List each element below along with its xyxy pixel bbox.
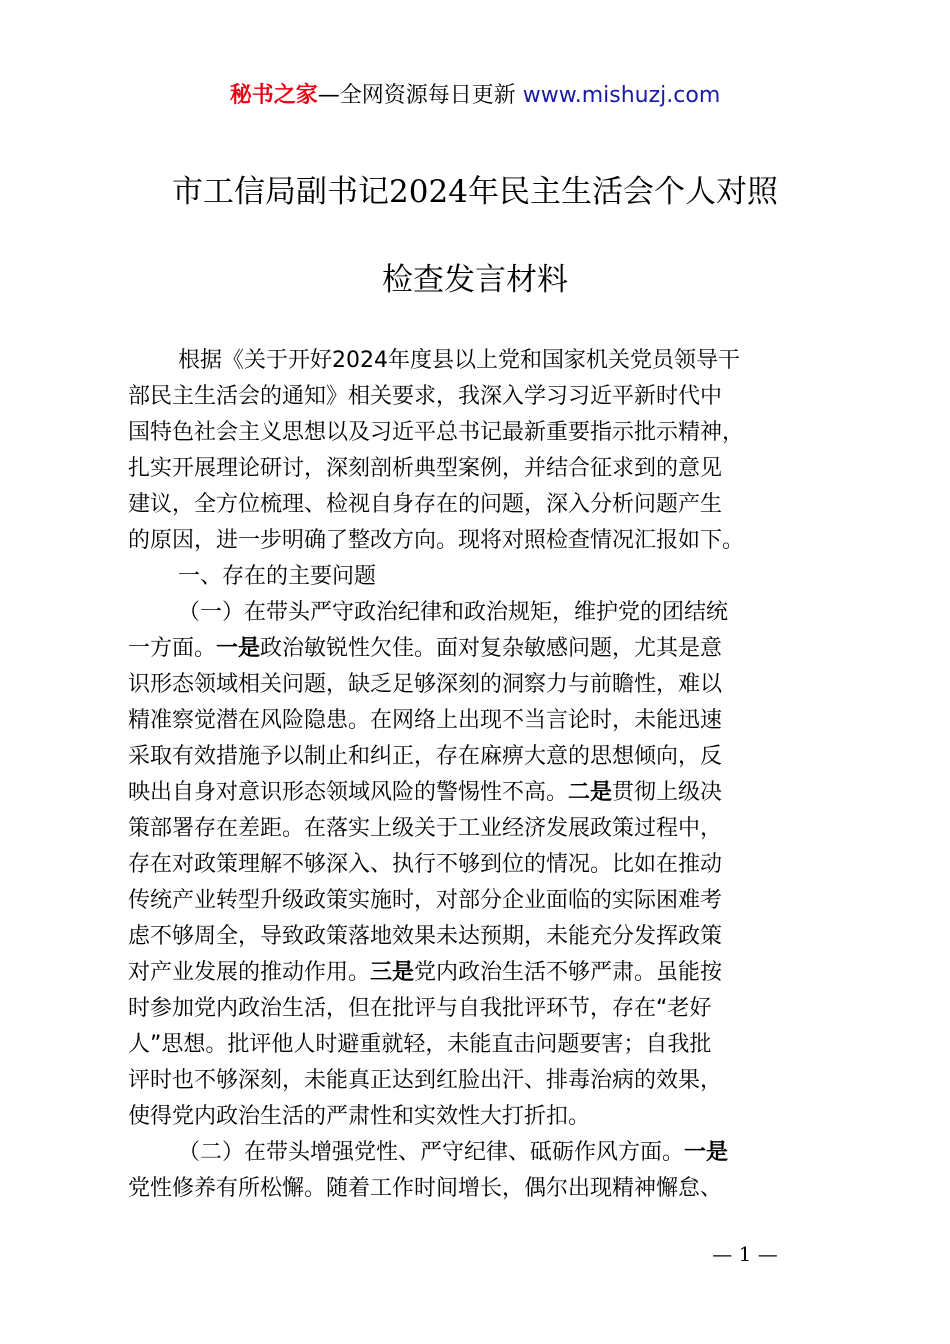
body-text-segment: （二）在带头增强党性、严守纪律、砥砺作风方面。: [178, 1140, 685, 1165]
body-line: 人”思想。批评他人时避重就轻，未能直击问题要害；自我批: [128, 1032, 712, 1057]
document-body: [128, 343, 838, 1207]
body-line: 时参加党内政治生活，但在批评与自我批评环节，存在“老好: [128, 996, 712, 1021]
site-header: [0, 80, 950, 112]
section-heading: 一、存在的主要问题: [178, 564, 377, 589]
subsection-heading: （一）在带头严守政治纪律和政治规矩，维护党的团结统: [178, 600, 729, 625]
brand-name: 秘书之家: [229, 83, 318, 108]
body-text-segment: 政治敏锐性欠佳。面对复杂敏感问题，尤其是意: [260, 636, 723, 661]
body-text-segment: 党内政治生活不够严肃。虽能按: [414, 960, 723, 985]
body-text-segment: 映出自身对意识形态领域风险的警惕性不高。: [128, 780, 569, 805]
body-line: 部民主生活会的通知》相关要求，我深入学习习近平新时代中: [128, 384, 723, 409]
bold-marker: 一是: [216, 636, 261, 661]
body-line: 采取有效措施予以制止和纠正，存在麻痹大意的思想倾向，反: [128, 744, 723, 769]
subsection-heading: [128, 1135, 838, 1171]
site-url-link[interactable]: www.mishuzj.com: [522, 83, 721, 108]
body-line: [128, 631, 838, 667]
bold-marker: 三是: [370, 960, 415, 985]
document-title-line-2: 检查发言材料: [382, 262, 568, 298]
body-text-segment: 一方面。: [128, 636, 217, 661]
body-line: 存在对政策理解不够深入、执行不够到位的情况。比如在推动: [128, 852, 723, 877]
body-line: [128, 775, 838, 811]
body-line: 策部署存在差距。在落实上级关于工业经济发展政策过程中，: [128, 816, 723, 841]
body-line: 国特色社会主义思想以及习近平总书记最新重要指示批示精神，: [128, 420, 745, 445]
bold-marker: 二是: [568, 780, 613, 805]
body-line: 建议，全方位梳理、检视自身存在的问题，深入分析问题产生: [128, 492, 723, 517]
body-line: 虑不够周全，导致政策落地效果未达预期，未能充分发挥政策: [128, 924, 723, 949]
body-line: 传统产业转型升级政策实施时，对部分企业面临的实际困难考: [128, 888, 723, 913]
body-line: 精准察觉潜在风险隐患。在网络上出现不当言论时，未能迅速: [128, 708, 723, 733]
page-number: — 1 —: [712, 1242, 778, 1266]
body-line: 的原因，进一步明确了整改方向。现将对照检查情况汇报如下。: [128, 528, 745, 553]
body-line: 使得党内政治生活的严肃性和实效性大打折扣。: [128, 1104, 591, 1129]
body-line: 党性修养有所松懈。随着工作时间增长，偶尔出现精神懈怠、: [128, 1176, 723, 1201]
bold-marker: 一是: [684, 1140, 729, 1165]
body-line: 根据《关于开好2024年度县以上党和国家机关党员领导干: [178, 348, 740, 373]
body-text-segment: 贯彻上级决: [612, 780, 723, 805]
body-line: 评时也不够深刻，未能真正达到红脸出汗、排毒治病的效果，: [128, 1068, 723, 1093]
header-tagline: —全网资源每日更新: [317, 83, 523, 108]
body-line: [128, 955, 838, 991]
body-line: 识形态领域相关问题，缺乏足够深刻的洞察力与前瞻性，难以: [128, 672, 723, 697]
body-line: 扎实开展理论研讨，深刻剖析典型案例，并结合征求到的意见: [128, 456, 723, 481]
document-title-line-1: 市工信局副书记2024年民主生活会个人对照: [172, 174, 778, 210]
body-text-segment: 对产业发展的推动作用。: [128, 960, 371, 985]
